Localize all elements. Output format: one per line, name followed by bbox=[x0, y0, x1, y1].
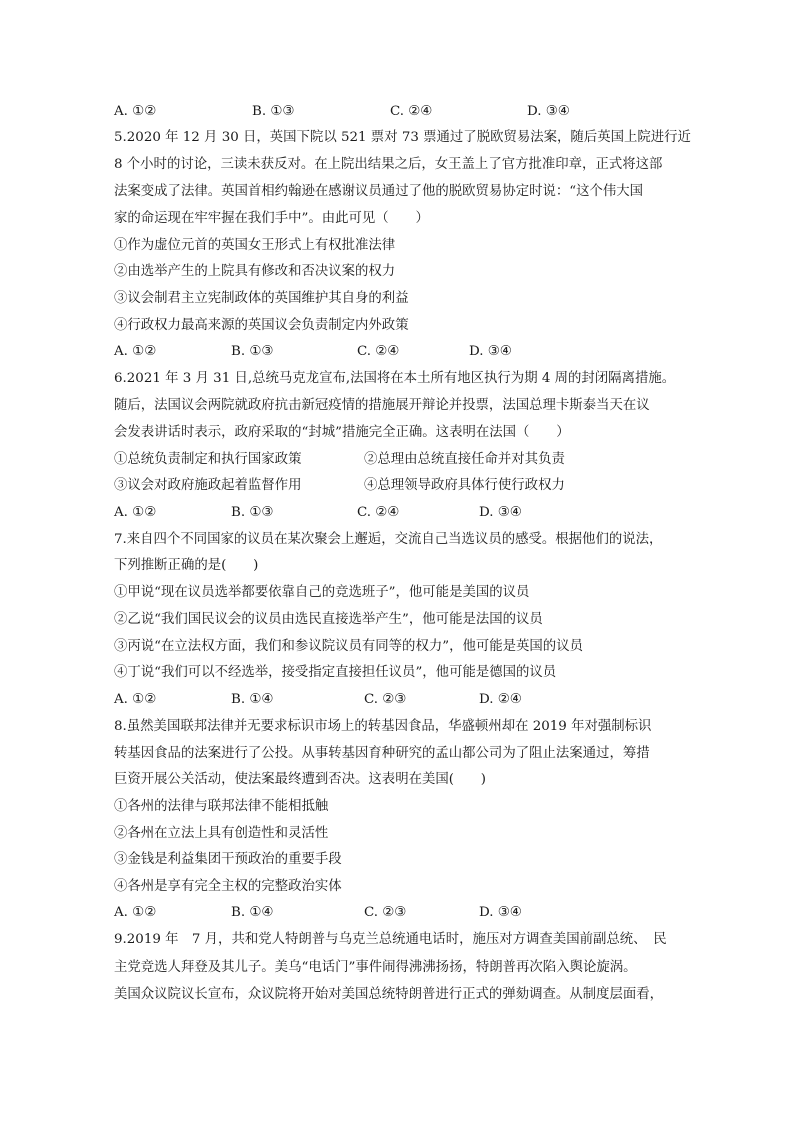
q5-stem-line: 5.2020 年 12 月 30 日，英国下院以 521 票对 73 票通过了脱欧贸易法案，随后英国上院进行近 bbox=[114, 130, 691, 145]
q6-stem-line: 随后，法国议会两院就政府抗击新冠疫情的措施展开辩论并投票，法国总理卡斯泰当天在议 bbox=[114, 398, 650, 413]
q8-stem-line: 8.虽然美国联邦法律并无要求标识市场上的转基因食品，华盛顿州却在 2019 年对强制标识 bbox=[114, 719, 652, 734]
q8-statement: ③金钱是利益集团干预政治的重要手段 bbox=[114, 852, 342, 867]
q8-statement: ①各州的法律与联邦法律不能相抵触 bbox=[114, 799, 329, 814]
q4-option-a: A. ①② bbox=[114, 104, 157, 119]
q5-stem-line: 法案变成了法律。英国首相约翰逊在感谢议员通过了他的脱欧贸易协定时说：“这个伟大国 bbox=[114, 184, 644, 199]
q5-option-c: C. ②④ bbox=[357, 344, 400, 359]
q6-stem-line: 会发表讲话时表示，政府采取的“封城”措施完全正确。这表明在法国（ ） bbox=[114, 425, 570, 440]
q9-stem-line: 美国众议院议长宣布，众议院将开始对美国总统特朗普进行正式的弹劾调查。从制度层面看， bbox=[114, 987, 664, 1002]
q6-option-d: D. ③④ bbox=[479, 505, 522, 520]
q4-option-d: D. ③④ bbox=[527, 104, 570, 119]
q7-stem-line: 下列推断正确的是( ) bbox=[114, 558, 259, 573]
q7-statement: ②乙说“我们国民议会的议员由选民直接选举产生”，他可能是法国的议员 bbox=[114, 612, 543, 627]
q8-stem-line: 转基因食品的法案进行了公投。从事转基因育种研究的孟山都公司为了阻止法案通过，筹措 bbox=[114, 746, 650, 761]
q5-option-b: B. ①③ bbox=[231, 344, 274, 359]
q4-option-c: C. ②④ bbox=[390, 104, 433, 119]
q7-statement: ④丁说“我们可以不经选举，接受指定直接担任议员”，他可能是德国的议员 bbox=[114, 665, 557, 680]
q8-option-c: C. ②③ bbox=[364, 905, 407, 920]
q6-stem-line: 6.2021 年 3 月 31 日,总统马克龙宣布,法国将在本土所有地区执行为期 4 周的封闭隔离措施。 bbox=[114, 371, 676, 386]
q6-option-b: B. ①③ bbox=[231, 505, 274, 520]
q5-option-a: A. ①② bbox=[114, 344, 157, 359]
q6-statement: ③议会对政府施政起着监督作用 bbox=[114, 478, 302, 493]
q5-statement: ①作为虚位元首的英国女王形式上有权批准法律 bbox=[114, 238, 396, 253]
q7-option-a: A. ①② bbox=[114, 692, 157, 707]
q5-stem-line: 家的命运现在牢牢握在我们手中”。由此可见（ ） bbox=[114, 211, 429, 226]
q5-statement: ②由选举产生的上院具有修改和否决议案的权力 bbox=[114, 264, 396, 279]
q5-statement: ③议会制君主立宪制政体的英国维护其自身的利益 bbox=[114, 291, 409, 306]
q6-statement: ①总统负责制定和执行国家政策 bbox=[114, 452, 302, 467]
q6-statements-row bbox=[114, 476, 714, 496]
q8-option-d: D. ③④ bbox=[479, 905, 522, 920]
q6-option-c: C. ②④ bbox=[357, 505, 400, 520]
q6-statement: ②总理由总统直接任命并对其负责 bbox=[364, 452, 565, 467]
q7-statement: ③丙说“在立法权方面，我们和参议院议员有同等的权力”，他可能是英国的议员 bbox=[114, 639, 583, 654]
q4-options bbox=[114, 102, 714, 122]
q5-options bbox=[114, 342, 714, 362]
q6-statements-row bbox=[114, 450, 714, 470]
q9-stem-line: 主党竞选人拜登及其儿子。美乌“电话门”事件闹得沸沸扬扬，特朗普再次陷入舆论旋涡。 bbox=[114, 960, 637, 975]
q4-option-b: B. ①③ bbox=[252, 104, 295, 119]
q8-statement: ②各州在立法上具有创造性和灵活性 bbox=[114, 826, 329, 841]
q5-option-d: D. ③④ bbox=[469, 344, 512, 359]
q7-options bbox=[114, 690, 714, 710]
q8-statement: ④各州是享有完全主权的完整政治实体 bbox=[114, 879, 342, 894]
q7-statement: ①甲说“现在议员选举都要依靠自己的竞选班子”，他可能是美国的议员 bbox=[114, 585, 530, 600]
q8-options bbox=[114, 903, 714, 923]
q8-option-a: A. ①② bbox=[114, 905, 157, 920]
q7-option-d: D. ②④ bbox=[479, 692, 522, 707]
q5-statement: ④行政权力最高来源的英国议会负责制定内外政策 bbox=[114, 318, 409, 333]
q6-statement: ④总理领导政府具体行使行政权力 bbox=[364, 478, 565, 493]
q9-stem-line: 9.2019 年 7 月，共和党人特朗普与乌克兰总统通电话时，施压对方调查美国前副总统、 民 bbox=[114, 932, 667, 947]
q6-options bbox=[114, 503, 714, 523]
q6-option-a: A. ①② bbox=[114, 505, 157, 520]
q7-option-c: C. ②③ bbox=[364, 692, 407, 707]
q7-option-b: B. ①④ bbox=[231, 692, 274, 707]
q7-stem-line: 7.来自四个不同国家的议员在某次聚会上邂逅，交流自己当选议员的感受。根据他们的说法， bbox=[114, 532, 663, 547]
q5-stem-line: 8 个小时的讨论，三读未获反对。在上院出结果之后，女王盖上了官方批准印章，正式将这部 bbox=[114, 157, 663, 172]
q8-stem-line: 巨资开展公关活动，使法案最终遭到否决。这表明在美国( ) bbox=[114, 772, 486, 787]
q8-option-b: B. ①④ bbox=[231, 905, 274, 920]
